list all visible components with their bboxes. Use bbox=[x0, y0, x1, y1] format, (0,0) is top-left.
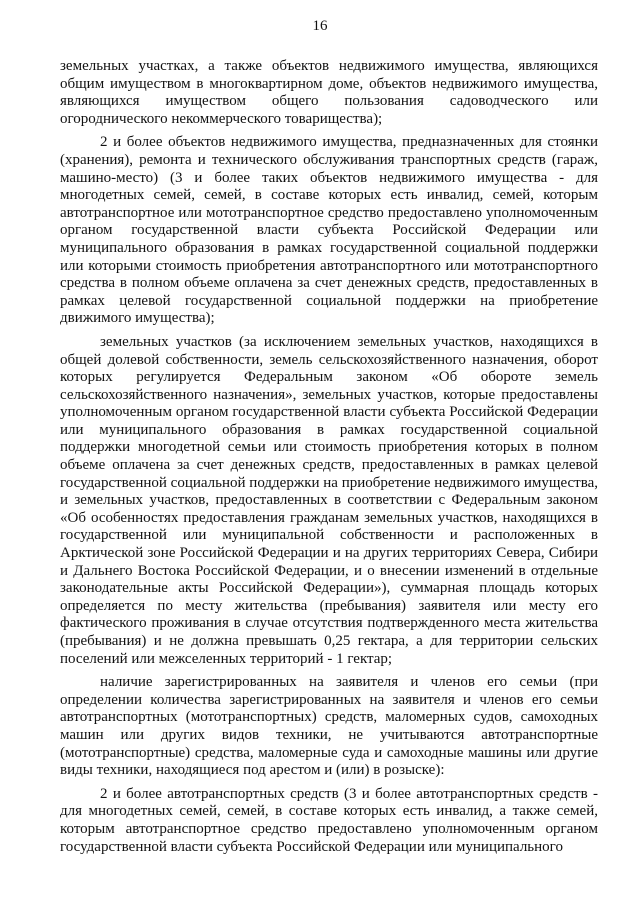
paragraph-3: земельных участков (за исключением земельных участков, находящихся в общей долевой собственности, земель сельскохозяйственного назначения, оборот которых регулируется Федеральным законом «Об обороте земель сельскохозяйственного назначения», земельных участков, которые предоставлены уполномоченным органом государственной власти субъекта Российской Федерации или муниципального образования в рамках государственной социальной поддержки многодетной семьи или стоимость приобретения которых в полном объеме оплачена за счет денежных средств, предоставленных в рамках целевой государственной социальной поддержки на приобретение недвижимого имущества, и земельных участков, предоставленных в соответствии с Федеральным законом «Об особенностях предоставления гражданам земельных участков, находящихся в государственной или муниципальной собственности и расположенных в Арктической зоне Российской Федерации и на других территориях Севера, Сибири и Дальнего Востока Российской Федерации, и о внесении изменений в отдельные законодательные акты Российской Федерации»), суммарная площадь которых определяется по месту жительства (пребывания) заявителя или месту его фактического проживания в случае отсутствия подтвержденного места жительства (пребывания) и не должна превышать 0,25 гектара, а для территории сельских поселений или межселенных территорий - 1 гектар; bbox=[60, 333, 598, 667]
paragraph-4: наличие зарегистрированных на заявителя и членов его семьи (при определении количества зарегистрированных на заявителя и членов его семьи автотранспортных (мототранспортных) средств, маломерных судов, самоходных машин или других видов техники, не учитываются автотранспортные (мототранспортные) средства, маломерные суда и самоходные машины или другие виды техники, находящиеся под арестом и (или) в розыске): bbox=[60, 674, 598, 779]
page-number: 16 bbox=[312, 18, 328, 34]
paragraph-1: земельных участках, а также объектов недвижимого имущества, являющихся общим имуществом в многоквартирном доме, объектов недвижимого имущества, являющихся имуществом общего пользования садоводческого или огороднического некоммерческого товарищества); bbox=[60, 58, 598, 127]
paragraph-2: 2 и более объектов недвижимого имущества, предназначенных для стоянки (хранения), ремонта и технического обслуживания транспортных средств (гараж, машино-место) (3 и более таких объектов недвижимого имущества - для многодетных семей, семей, в составе которых есть инвалид, семей, которым автотранспортное или мототранспортное средство предоставлено уполномоченным органом государственной власти субъекта Российской Федерации или муниципального образования в рамках государственной социальной поддержки или которыми стоимость приобретения автотранспортного или мототранспортного средства в полном объеме оплачена за счет денежных средств, предоставленных в рамках целевой государственной социальной поддержки на приобретение движимого имущества); bbox=[60, 134, 598, 327]
paragraph-5: 2 и более автотранспортных средств (3 и более автотранспортных средств - для многодетных семей, семей, в составе которых есть инвалид, а также семей, которым автотранспортное средство предоставлено уполномоченным органом государственной власти субъекта Российской Федерации или муниципального bbox=[60, 785, 598, 855]
document-body bbox=[60, 58, 598, 862]
